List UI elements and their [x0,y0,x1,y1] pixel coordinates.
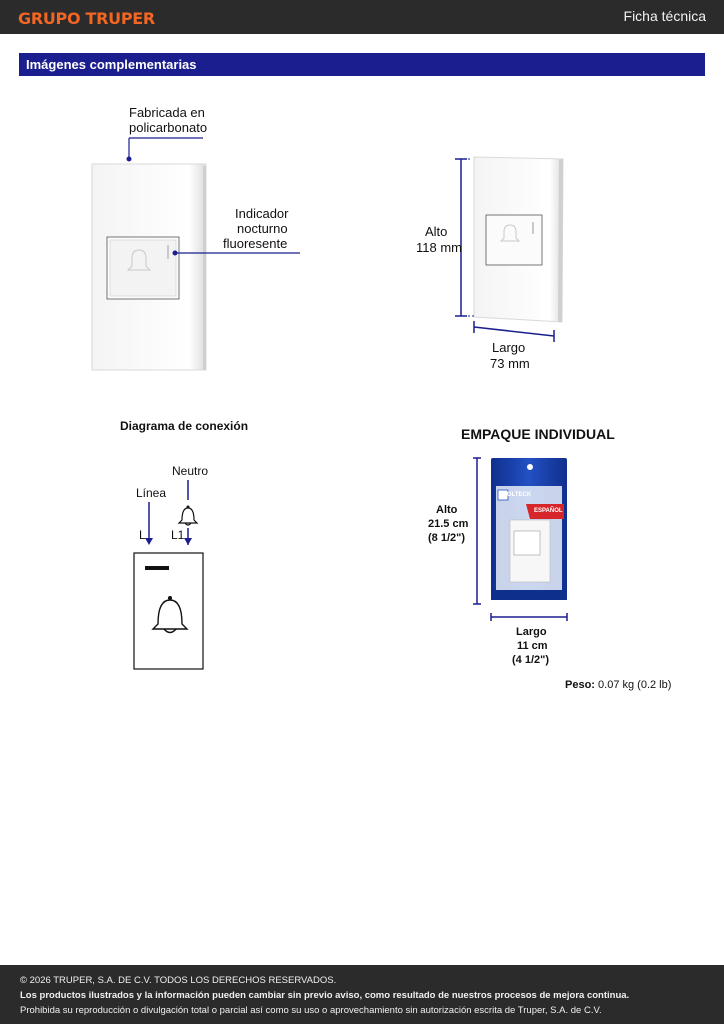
connection-diagram [134,480,203,669]
section-title: Imágenes complementarias [26,57,197,72]
alto-label: Alto [425,224,448,239]
indicator-label-line1: Indicador [235,206,289,221]
package-alto-label: Alto [436,504,458,516]
package-alto-in: (8 1/2") [428,532,466,544]
weight-value: 0.07 kg (0.2 lb) [598,679,672,691]
package-image [491,458,567,600]
footer-prohibition: Prohibida su reproducción o divulgación total o parcial así como su uso o aprovechamiento sin autorización escrita de Truper, S.A. de C.V. [20,1005,602,1016]
switch-plate-front [92,164,206,370]
footer [0,965,724,1024]
package-largo-label: Largo [516,626,547,638]
document-type: Ficha técnica [623,8,706,24]
indicator-label-line2: nocturno [237,221,288,236]
footer-copyright: © 2026 TRUPER, S.A. DE C.V. TODOS LOS DERECHOS RESERVADOS. [20,975,337,986]
weight-info [565,678,671,693]
diagram-title: Diagrama de conexión [120,419,249,433]
material-label-line2: policarbonato [129,120,208,135]
package-largo-in: (4 1/2") [512,654,550,666]
brand-logo: GRUPO TRUPER [18,9,155,28]
package-language: ESPAÑOL [534,508,563,514]
weight-label: Peso: [565,679,595,691]
alto-value: 118 mm [416,240,462,255]
footer-notice: Los productos ilustrados y la información pueden cambiar sin previo aviso, como resultado de nuestros procesos de mejora continua. [20,990,630,1001]
l1-label: L1 [171,528,185,542]
switch-plate-side [474,157,563,322]
l-label: L [139,528,146,542]
largo-value: 73 mm [490,356,530,371]
package-alto-cm: 21.5 cm [428,518,469,530]
package-title: EMPAQUE INDIVIDUAL [461,426,615,442]
largo-label: Largo [492,340,526,355]
indicator-label-line3: fluoresente [223,236,288,251]
linea-label: Línea [136,486,167,500]
material-label-line1: Fabricada en [129,105,205,120]
package-largo-cm: 11 cm [517,640,548,652]
neutro-label: Neutro [172,464,209,478]
package-brand: VOLTECK [503,492,532,498]
